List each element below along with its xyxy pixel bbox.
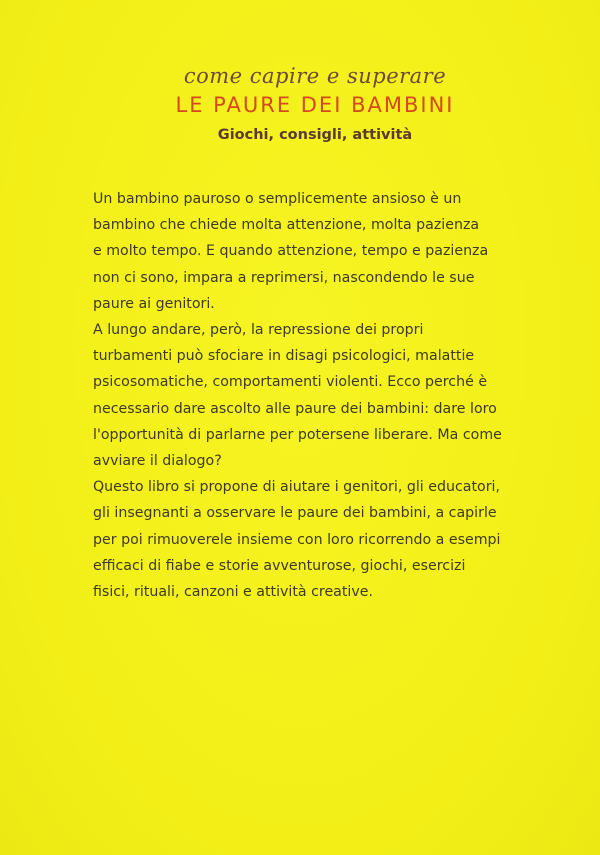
blurb-line: l'opportunità di parlarne per potersene liberare. Ma come: [93, 426, 502, 443]
blurb-line: Questo libro si propone di aiutare i genitori, gli educatori,: [93, 479, 501, 496]
book-supertitle: come capire e superare: [183, 64, 447, 88]
blurb-line: necessario dare ascolto alle paure dei bambini: dare loro: [93, 400, 497, 417]
blurb-line: efficaci di fiabe e storie avventurose, giochi, esercizi: [93, 557, 466, 574]
blurb-line: non ci sono, impara a reprimersi, nascondendo le sue: [93, 269, 475, 286]
blurb-line: A lungo andare, però, la repressione dei propri: [93, 322, 424, 339]
blurb-line: e molto tempo. E quando attenzione, tempo e pazienza: [93, 243, 489, 260]
blurb-line: paure ai genitori.: [93, 295, 215, 312]
blurb-line: bambino che chiede molta attenzione, molta pazienza: [93, 217, 480, 234]
blurb-line: psicosomatiche, comportamenti violenti. Ecco perché è: [93, 374, 488, 391]
blurb-line: per poi rimuoverele insieme con loro ricorrendo a esempi: [93, 531, 501, 548]
blurb-line: fisici, rituali, canzoni e attività creative.: [93, 584, 374, 601]
blurb-line: Un bambino pauroso o semplicemente ansioso è un: [93, 191, 462, 207]
book-subtitle: Giochi, consigli, attività: [217, 127, 413, 143]
blurb-line: gli insegnanti a osservare le paure dei bambini, a capirle: [93, 505, 497, 522]
blurb-text: [93, 186, 523, 605]
blurb-line: avviare il dialogo?: [93, 453, 222, 470]
blurb-line: turbamenti può sfociare in disagi psicologici, malattie: [93, 348, 475, 365]
book-title: LE PAURE DEI BAMBINI: [175, 93, 455, 117]
cover-header: [0, 62, 600, 148]
